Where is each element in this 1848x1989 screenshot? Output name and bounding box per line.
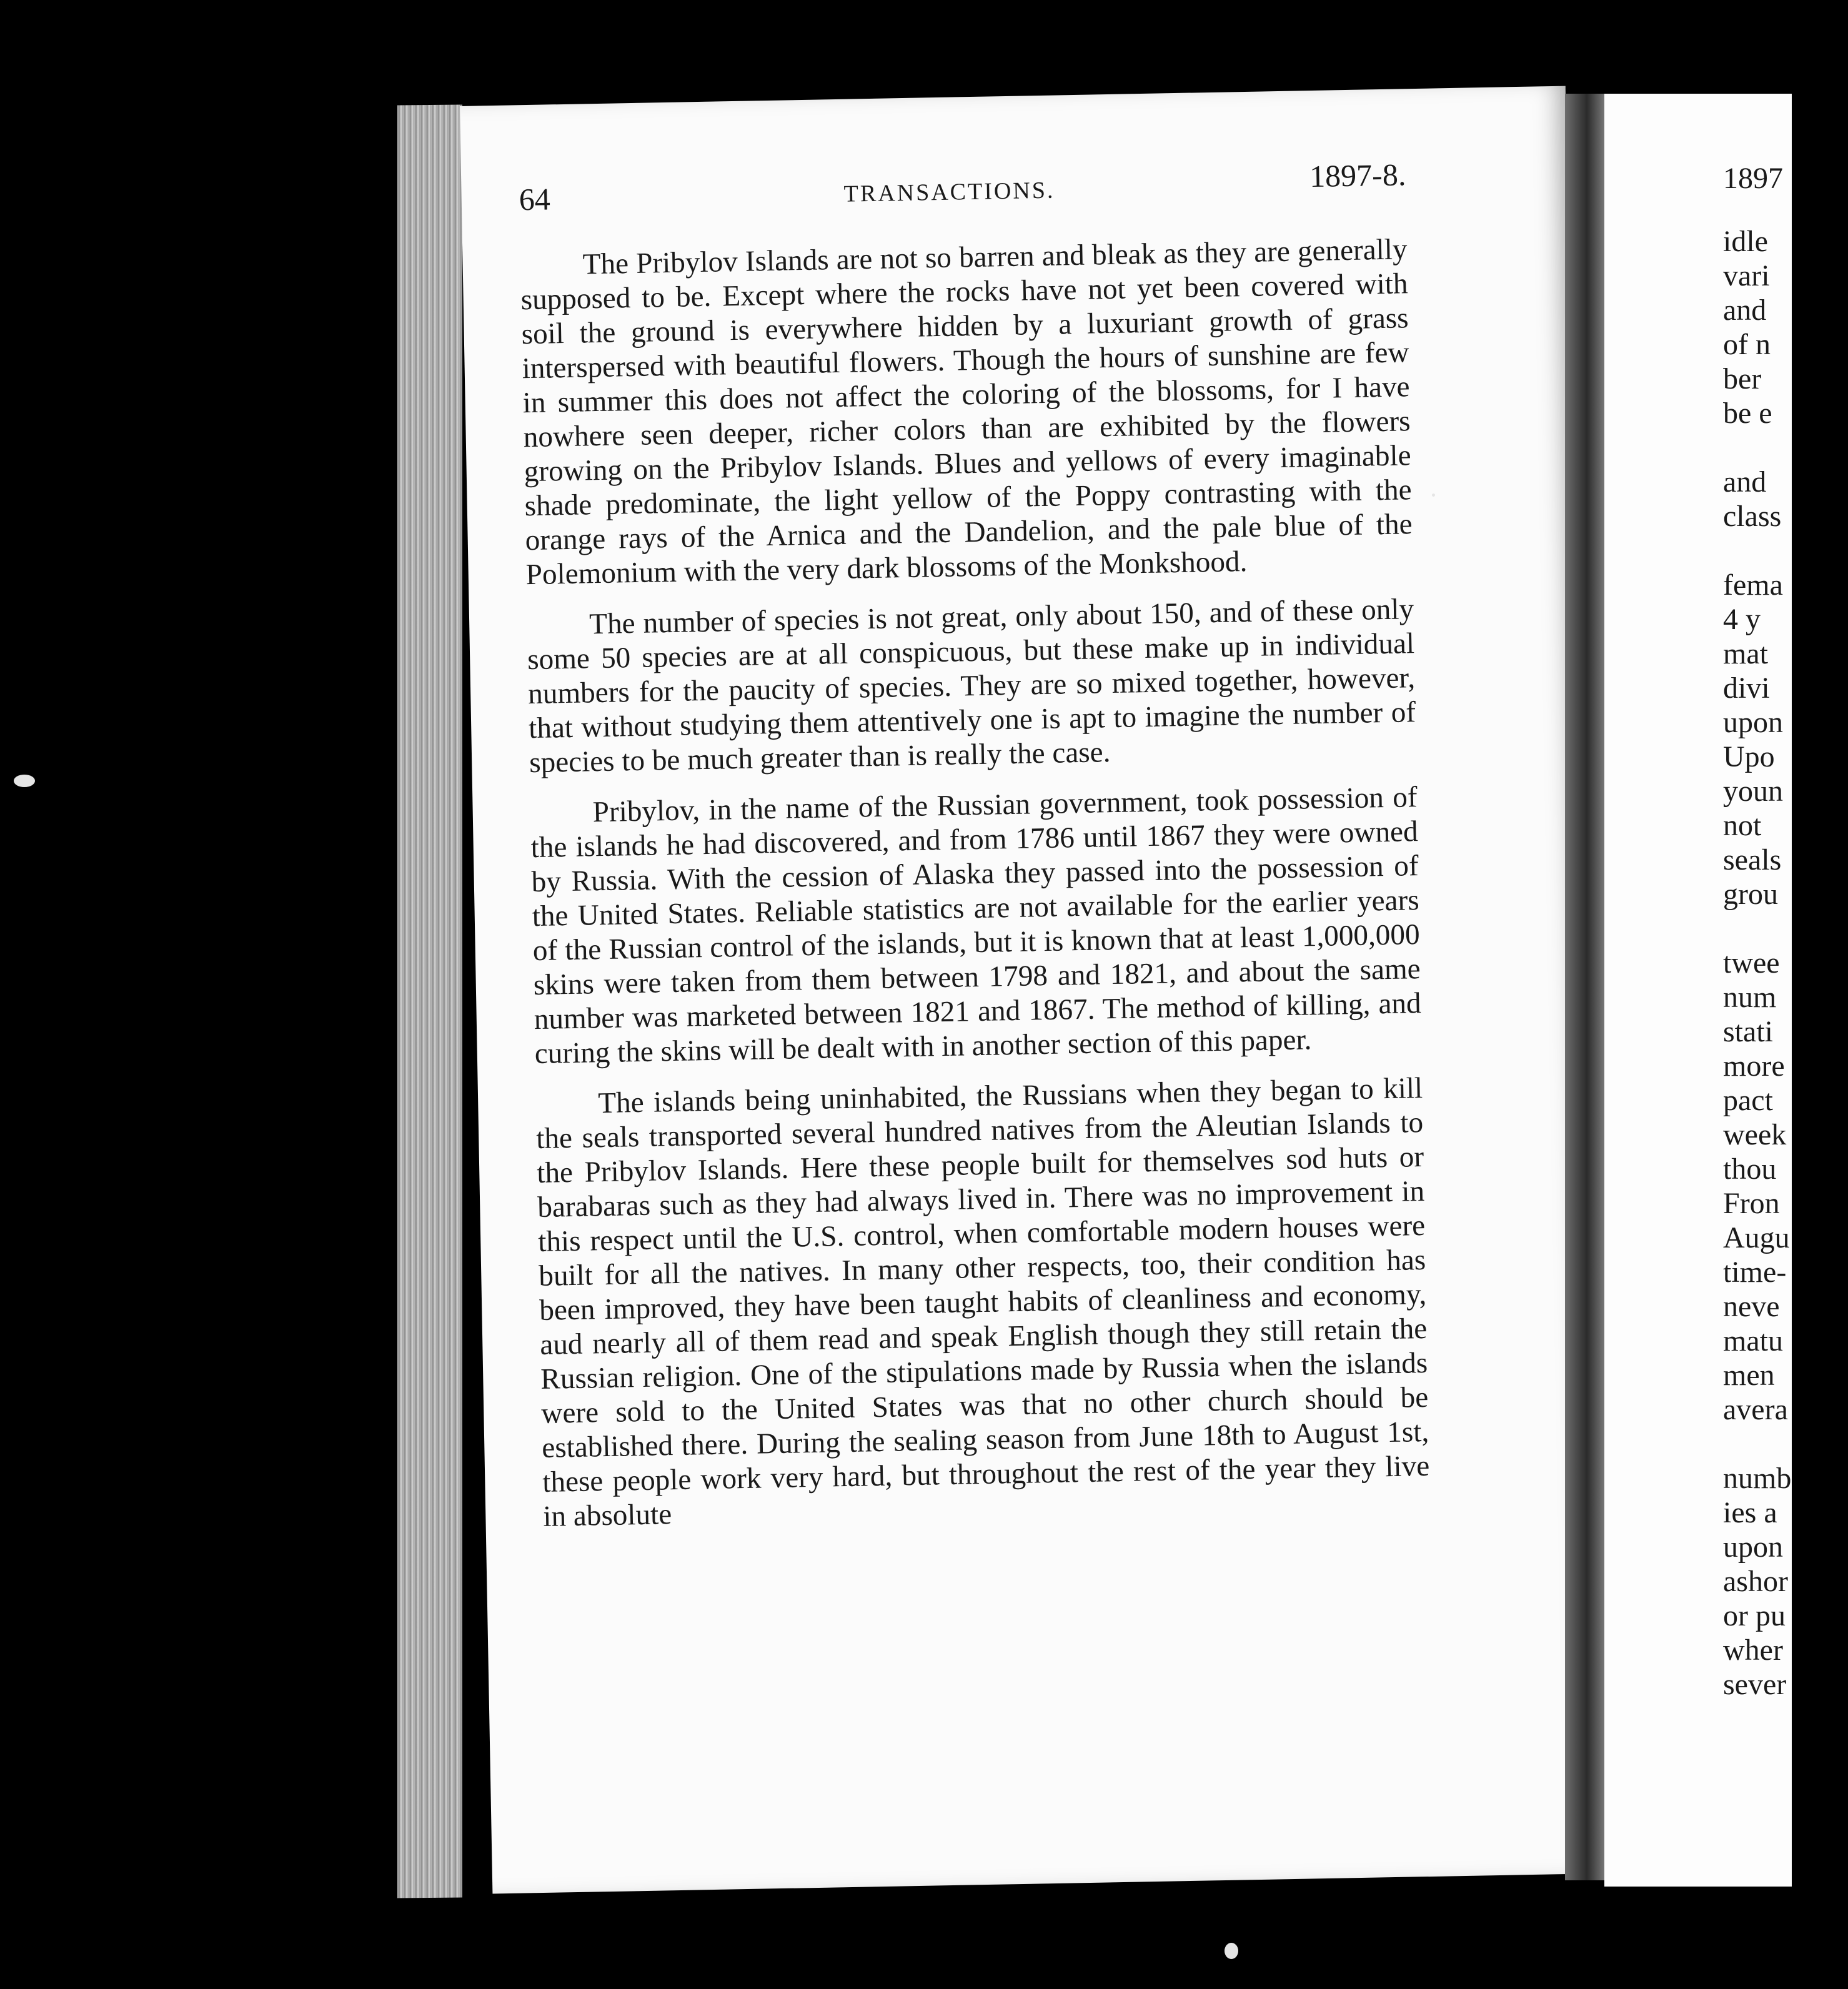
right-page-line: and — [1723, 294, 1767, 327]
right-page-line: mat — [1723, 637, 1768, 670]
paragraph-flowers: The Pribylov Islands are not so barren and bleak as they are generally supposed to be. Except where the rocks have not yet been covered with soil the ground is everywhere hidden by a luxuriant growth of grass interspersed with beautiful flowers. Though the hours of sunshine are few in summer this does not affect the coloring of the blossoms, for I have nowhere seen deeper, richer colors than are exhibited by the flowers growing on the Pribylov Islands. Blues and yellows of every imaginable shade predominate, the light yellow of the Poppy contrasting with the orange rays of the Arnica and the Dandelion, and the pale blue of the Polemonium with the very dark blossoms of the Monkshood. — [520, 233, 1413, 592]
running-head — [519, 156, 1406, 217]
right-page-line: num — [1723, 981, 1777, 1014]
right-page-line: youn — [1723, 775, 1783, 808]
right-page-line: wher — [1723, 1634, 1783, 1667]
running-year: 1897-8. — [1309, 157, 1406, 194]
right-page-line: 4 y — [1723, 603, 1761, 636]
right-page-line: class — [1723, 500, 1782, 533]
right-page-line: twee — [1723, 946, 1780, 980]
right-page-line: week — [1723, 1118, 1787, 1151]
right-page-header: 1897 — [1723, 162, 1783, 195]
right-page-line: numb — [1723, 1462, 1792, 1495]
book-gutter — [1565, 94, 1609, 1880]
right-page-line: men — [1723, 1359, 1775, 1392]
right-page-line — [1723, 533, 1848, 568]
right-page-line: of n — [1723, 328, 1771, 361]
right-page-line: thou — [1723, 1153, 1777, 1186]
right-page-line: ashor — [1723, 1565, 1788, 1598]
paragraph-natives: The islands being uninhabited, the Russians when they began to kill the seals transported several hundred natives from the Aleutian Islands to the Pribylov Islands. Here these people built for themselves sod huts or barabaras such as they had always lived in. There was no improvement in this respect until the U.S. control, when comfortable modern houses were built for all the natives. In many other respects, too, their condition has been improved, they have been taught habits of cleanliness and economy, aud nearly all of them read and speak English though they still retain the Russian religion. One of the stipulations made by Russia when the islands were sold to the United States was that no other church should be established there. During the sealing season from June 18th to August 1st, these people work very hard, but throughout the rest of the year they live in absolute — [535, 1072, 1430, 1533]
right-page-line: pact — [1723, 1084, 1773, 1117]
right-page-line: time- — [1723, 1256, 1787, 1289]
right-page-line: and — [1723, 465, 1767, 498]
right-page-line — [1723, 1427, 1848, 1461]
right-page-line: seals — [1723, 843, 1782, 876]
right-page-line: or pu — [1723, 1599, 1786, 1632]
paragraph-history: Pribylov, in the name of the Russian government, took possession of the islands he had discovered, and from 1786 until 1867 they were owned by Russia. With the cession of Alaska they passed into the possession of the United States. Reliable statistics are not available for the earlier years of the Russian control of the islands, but it is known that at least 1,000,000 skins were taken from them between 1798 and 1821, and about the same number was marketed between 1821 and 1867. The method of killing, and curing the skins will be dealt with in another section of this paper. — [530, 781, 1422, 1071]
running-title: TRANSACTIONS. — [843, 177, 1055, 207]
body-text — [520, 232, 1431, 1550]
dust-speck — [1432, 494, 1435, 497]
dust-speck — [14, 775, 35, 787]
right-page-fragment — [1604, 94, 1792, 1887]
right-page-lines — [1723, 224, 1848, 1702]
right-page-line: upon — [1723, 706, 1783, 739]
right-page-line: matu — [1723, 1324, 1783, 1357]
right-page-line: fema — [1723, 568, 1783, 602]
right-page-line: stati — [1723, 1015, 1773, 1048]
page-edges — [397, 104, 462, 1898]
dust-speck — [1225, 1943, 1238, 1959]
right-page-line: Upo — [1723, 740, 1775, 773]
right-page-line: Fron — [1723, 1187, 1780, 1220]
right-page-line: divi — [1723, 672, 1770, 705]
right-page-line: idle — [1723, 225, 1768, 258]
right-page-line — [1723, 911, 1848, 946]
right-page-line: avera — [1723, 1393, 1788, 1426]
right-page-line: ies a — [1723, 1496, 1777, 1529]
right-page-line: vari — [1723, 259, 1770, 292]
paragraph-species: The number of species is not great, only about 150, and of these only some 50 species are at all conspicuous, but these make up in individual numbers for the paucity of species. They are so mixed together, however, that without studying them attentively one is apt to imagine the number of species to be much greater than is really the case. — [527, 593, 1416, 780]
right-page-line: upon — [1723, 1530, 1783, 1564]
right-page-line: more — [1723, 1049, 1785, 1083]
right-page-line: not — [1723, 809, 1762, 842]
right-page-text — [1723, 94, 1848, 1702]
page-number: 64 — [519, 181, 551, 217]
right-page-line — [1723, 430, 1848, 465]
right-page-line: neve — [1723, 1290, 1780, 1323]
right-page-line: grou — [1723, 878, 1778, 911]
right-page-line: Augu — [1723, 1221, 1790, 1254]
right-page-line: be e — [1723, 397, 1772, 430]
right-page-line: sever — [1723, 1668, 1787, 1701]
left-page — [460, 86, 1598, 1894]
right-page-line: ber — [1723, 362, 1762, 395]
